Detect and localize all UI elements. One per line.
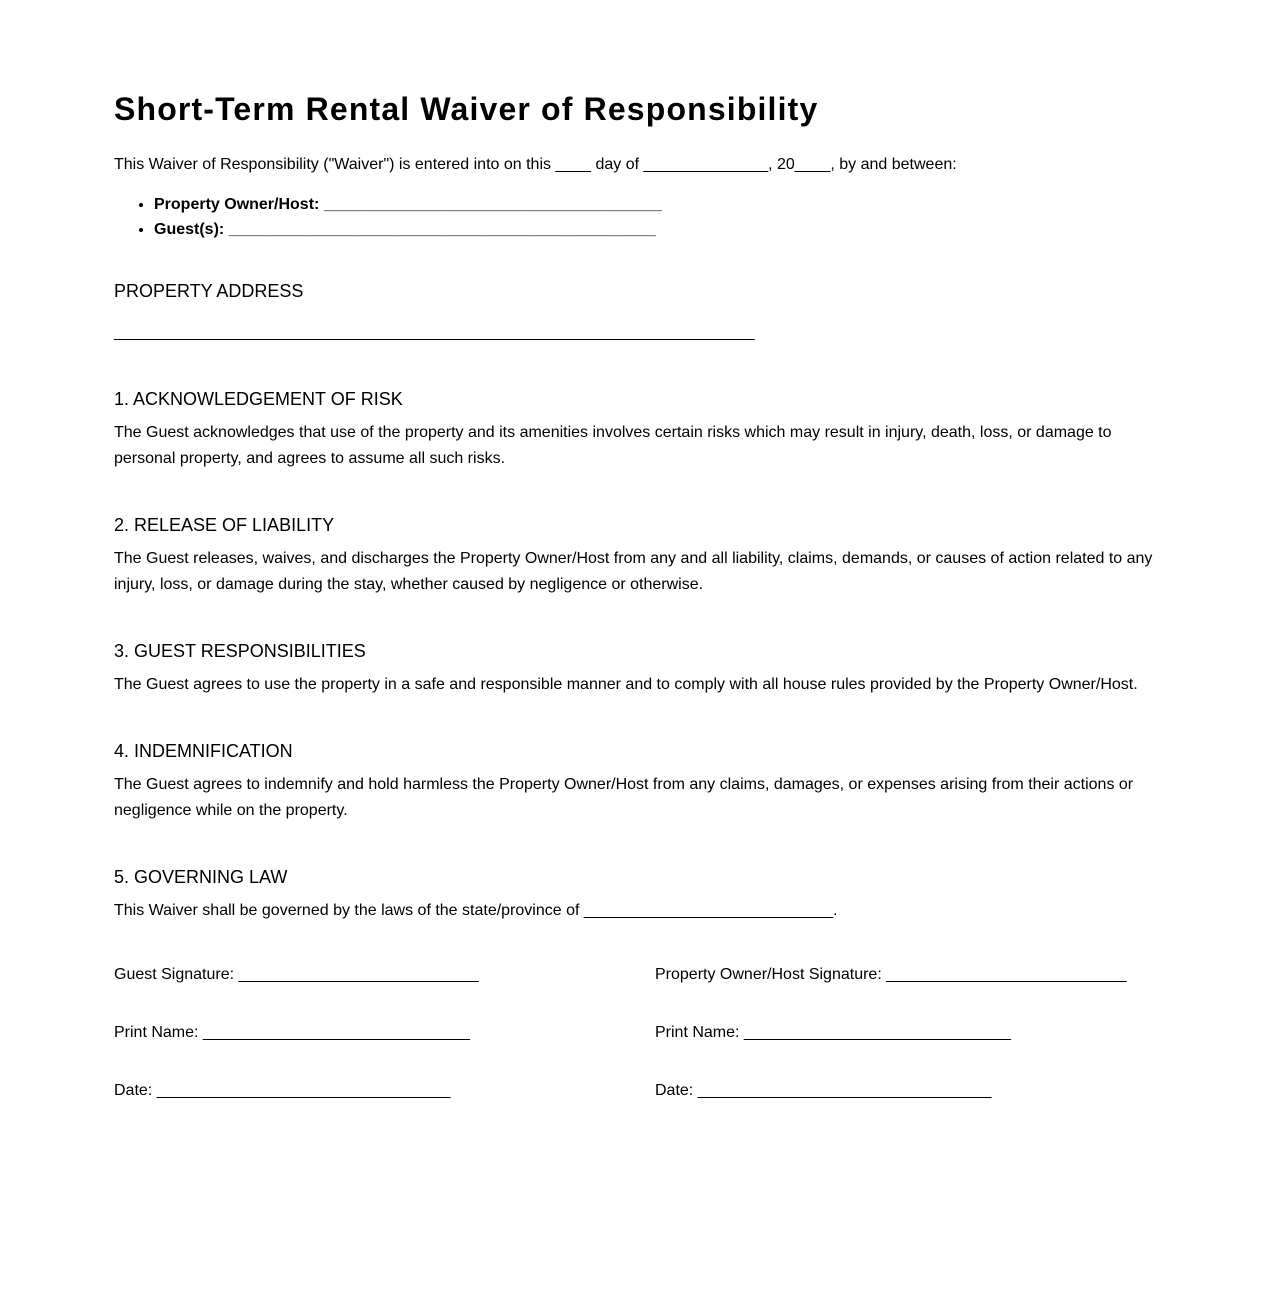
section-body: The Guest agrees to use the property in a safe and responsible manner and to comply with all house rules provided by the Property Owner/Host. [114,676,1138,693]
section-release-of-liability [114,512,1164,598]
host-print-name-field [655,1020,1174,1046]
section-indemnification [114,738,1164,824]
section-guest-responsibilities [114,638,1164,698]
host-date-label: Date: [655,1082,694,1099]
host-date-field [655,1078,1174,1104]
property-address-blank: ________________________________________________________________________ [114,324,755,341]
host-signature-blank: ___________________________ [886,966,1127,983]
guest-signature-blank: ___________________________ [238,966,479,983]
document-title: Short-Term Rental Waiver of Responsibility [114,91,819,127]
host-print-name-label: Print Name: [655,1024,740,1041]
guests-name-blank: ________________________________________________ [228,221,656,238]
property-address-heading: PROPERTY ADDRESS [114,281,304,301]
parties-list [114,192,1164,242]
section-acknowledgement-of-risk [114,386,1164,472]
section-heading: 2. RELEASE OF LIABILITY [114,515,335,535]
guest-print-name-blank: ______________________________ [202,1024,470,1041]
section-body: The Guest agrees to indemnify and hold harmless the Property Owner/Host from any claims, damages, or expenses arising from their actions or negligence while on the property. [114,776,1134,819]
guest-signature-label: Guest Signature: [114,966,235,983]
owner-host-name-blank: ______________________________________ [323,196,662,213]
guest-date-field [114,1078,655,1104]
guest-date-blank: _________________________________ [156,1082,451,1099]
guest-print-name-field [114,1020,655,1046]
section-heading: 4. INDEMNIFICATION [114,741,293,761]
host-date-blank: _________________________________ [697,1082,992,1099]
host-print-name-blank: ______________________________ [743,1024,1011,1041]
guest-date-label: Date: [114,1082,153,1099]
party-owner-host [154,192,1164,217]
party-owner-label: Property Owner/Host: [154,196,320,213]
section-heading: 3. GUEST RESPONSIBILITIES [114,641,366,661]
party-guests-label: Guest(s): [154,221,225,238]
host-signature-field [655,962,1174,988]
section-body: The Guest acknowledges that use of the property and its amenities involves certain risks which may result in injury, death, loss, or damage to personal property, and agrees to assume all such risks. [114,424,1112,467]
section-heading: 5. GOVERNING LAW [114,867,288,887]
intro-paragraph: This Waiver of Responsibility ("Waiver") is entered into on this ____ day of ______________, 20____, by and between: [114,156,957,173]
section-heading: 1. ACKNOWLEDGEMENT OF RISK [114,389,403,409]
section-body: This Waiver shall be governed by the laws of the state/province of ____________________________. [114,902,838,919]
host-signature-label: Property Owner/Host Signature: [655,966,882,983]
section-governing-law [114,864,1164,924]
party-guests [154,217,1164,242]
signature-block [114,962,1174,1104]
section-body: The Guest releases, waives, and discharges the Property Owner/Host from any and all liability, claims, demands, or causes of action related to any injury, loss, or damage during the stay, whether caused by negligence or otherwise. [114,550,1153,593]
guest-print-name-label: Print Name: [114,1024,199,1041]
guest-signature-field [114,962,655,988]
